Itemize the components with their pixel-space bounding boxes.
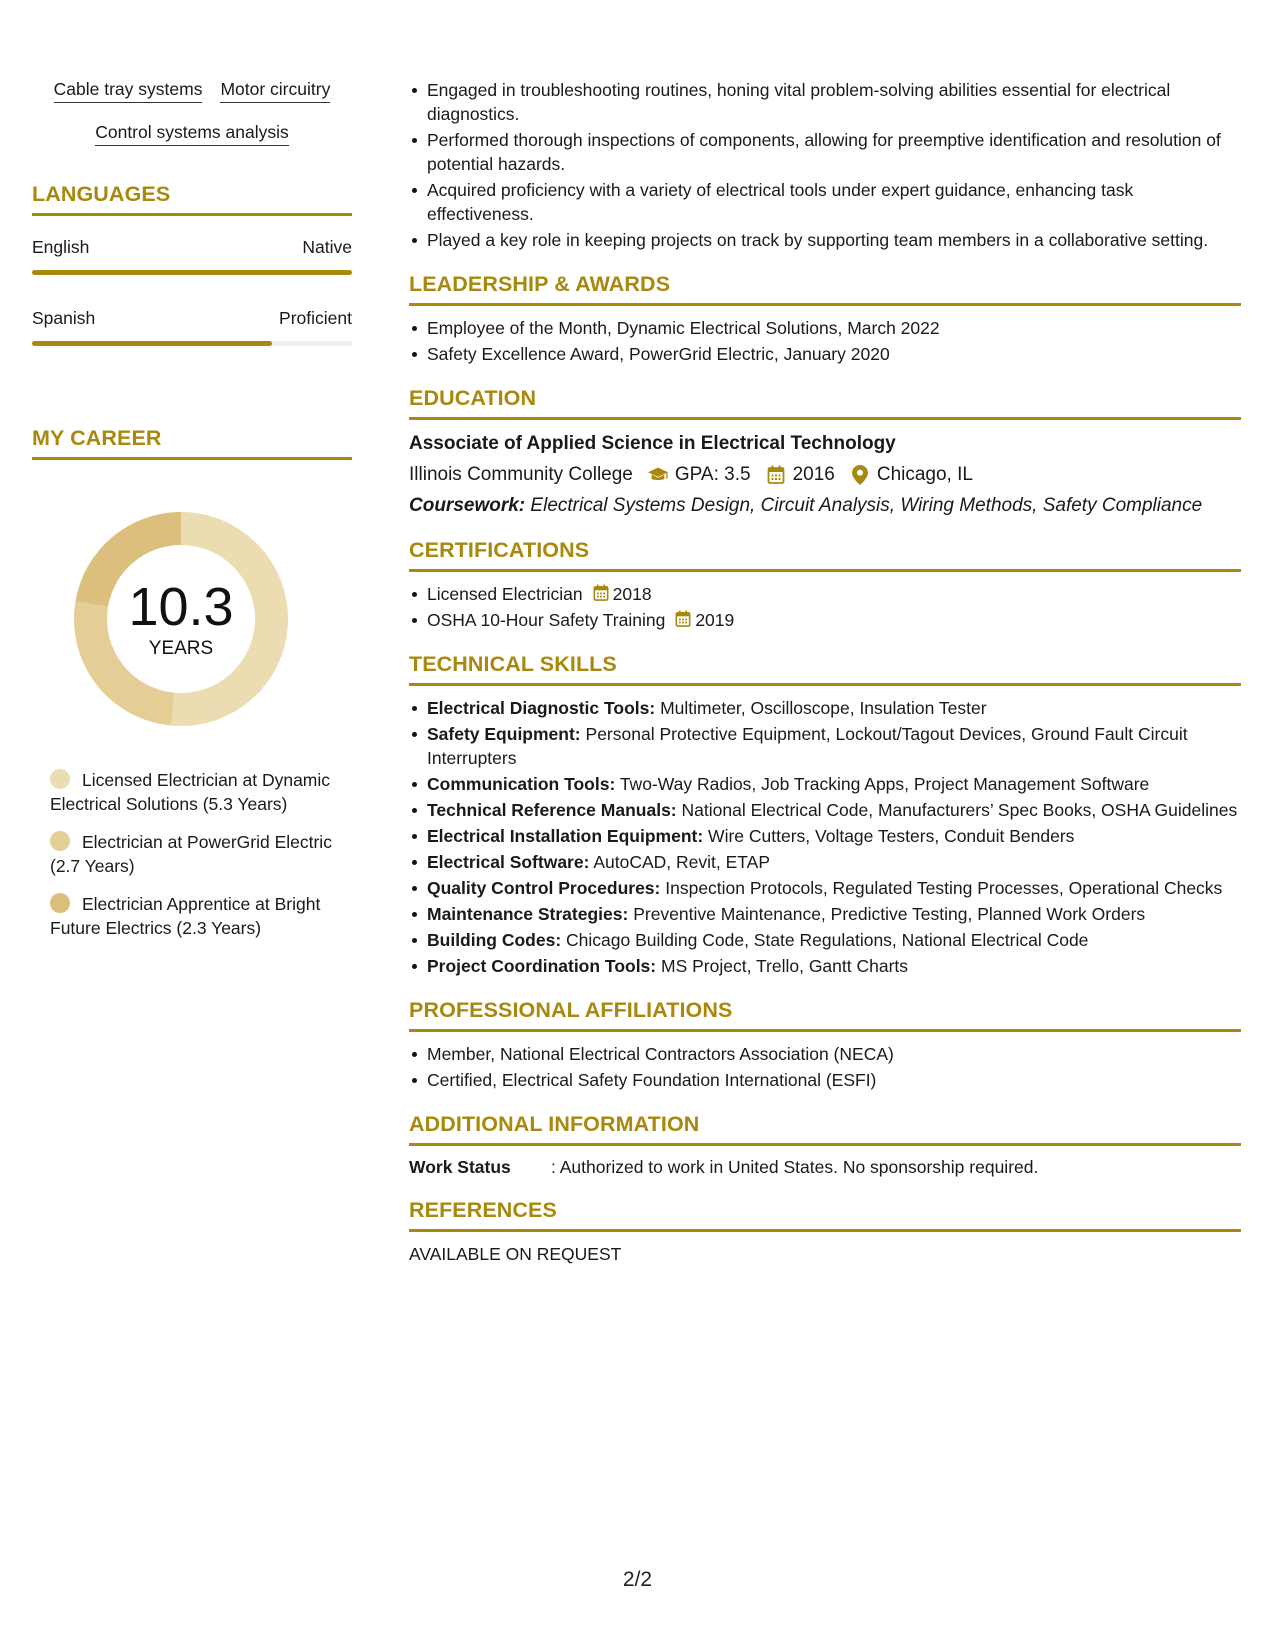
education-location: Chicago, IL [876,464,973,485]
legend-dot-icon [50,769,70,789]
skill-tag: Motor circuitry [220,78,330,103]
legend-dot-icon [50,893,70,913]
technical-skill-item [409,798,1241,822]
skill-text: Two-Way Radios, Job Tracking Apps, Project Management Software [619,774,1150,794]
legend-label: Licensed Electrician at Dynamic Electrical Solutions (5.3 Years) [50,770,331,814]
location-pin-icon [849,465,871,485]
skill-text: Preventive Maintenance, Predictive Testing, Planned Work Orders [633,904,1146,924]
education-year: 2016 [792,464,835,485]
skill-text: Personal Protective Equipment, Lockout/Tagout Devices, Ground Fault Circuit Interrupters [427,724,1188,768]
skill-label: Quality Control Procedures: [427,878,661,898]
legend-item [50,768,352,816]
education-meta [409,462,1241,488]
graduation-cap-icon [647,465,669,485]
education-gpa: GPA: 3.5 [674,464,751,485]
technical-skill-item [409,772,1241,796]
legend-item [50,830,352,878]
leadership-section [409,272,1241,366]
legend-label: Electrician Apprentice at Bright Future Electrics (2.3 Years) [50,894,321,938]
leadership-list [409,316,1241,366]
language-bar [32,270,352,275]
legend-dot-icon [50,831,70,851]
certification-year: 2019 [695,610,735,630]
certification-item [409,608,1241,632]
experience-bullet: Acquired proficiency with a variety of electrical tools under expert guidance, enhancing task effectiveness. [409,178,1241,226]
skill-tag: Cable tray systems [54,78,203,103]
calendar-icon [593,584,609,602]
leadership-item: Safety Excellence Award, PowerGrid Electric, January 2020 [409,342,1241,366]
experience-bullet: Played a key role in keeping projects on track by supporting team members in a collaborative setting. [409,228,1241,252]
languages-title: LANGUAGES [32,182,352,216]
skill-label: Electrical Diagnostic Tools: [427,698,656,718]
references-section [409,1198,1241,1265]
education-school: Illinois Community College [409,464,633,485]
technical-skill-item [409,696,1241,720]
languages-section [32,182,352,346]
skill-label: Building Codes: [427,930,562,950]
experience-bullets [409,78,1241,252]
references-text: AVAILABLE ON REQUEST [409,1244,622,1264]
skill-label: Communication Tools: [427,774,616,794]
language-row [32,236,352,258]
left-column [32,78,352,954]
certifications-title: CERTIFICATIONS [409,538,1241,572]
certifications-list [409,582,1241,632]
career-title: MY CAREER [32,426,352,460]
calendar-icon [675,610,691,628]
education-section [409,386,1241,518]
leadership-item: Employee of the Month, Dynamic Electrical Solutions, March 2022 [409,316,1241,340]
skill-label: Safety Equipment: [427,724,581,744]
page-number: 2/2 [622,1568,653,1591]
technical-skill-item [409,876,1241,900]
certification-name: Licensed Electrician [427,584,583,604]
skill-label: Maintenance Strategies: [427,904,629,924]
language-level: Native [302,237,352,257]
skill-row [32,121,352,146]
technical-skill-item [409,954,1241,978]
additional-section [409,1112,1241,1178]
skill-tag: Control systems analysis [95,121,289,146]
language-name: English [32,237,90,257]
additional-title: ADDITIONAL INFORMATION [409,1112,1241,1146]
language-level: Proficient [279,308,352,328]
skill-label: Project Coordination Tools: [427,956,657,976]
experience-bullet: Performed thorough inspections of components, allowing for preemptive identification and resolution of potential hazards. [409,128,1241,176]
certification-item [409,582,1241,606]
certification-name: OSHA 10-Hour Safety Training [427,610,666,630]
skill-label: Electrical Software: [427,852,590,872]
skill-text: Multimeter, Oscilloscope, Insulation Tester [660,698,987,718]
language-item [32,236,352,275]
certifications-section [409,538,1241,632]
donut-center [66,504,296,734]
skill-label: Technical Reference Manuals: [427,800,677,820]
technical-skill-item [409,722,1241,770]
education-degree: Associate of Applied Science in Electrical Technology [409,433,896,454]
skill-text: MS Project, Trello, Gantt Charts [661,956,909,976]
skill-label: Electrical Installation Equipment: [427,826,704,846]
language-item [32,307,352,346]
education-title: EDUCATION [409,386,1241,420]
affiliation-item: Member, National Electrical Contractors Association (NECA) [409,1042,1241,1066]
career-total: 10.3 [128,577,234,637]
career-donut [66,504,296,734]
language-bar-fill [32,270,352,275]
leadership-title: LEADERSHIP & AWARDS [409,272,1241,306]
language-row [32,307,352,329]
language-bar-fill [32,341,272,346]
affiliations-section [409,998,1241,1092]
education-coursework [409,494,1241,518]
work-status-row [409,1156,1241,1178]
technical-skills-list [409,696,1241,978]
skill-text: AutoCAD, Revit, ETAP [593,852,771,872]
skill-row [32,78,352,103]
right-column [409,78,1241,1265]
career-section [32,426,352,940]
legend-item [50,892,352,940]
skill-text: Chicago Building Code, State Regulations, National Electrical Code [566,930,1089,950]
coursework-label: Coursework: [409,495,526,516]
work-status-label: Work Status [409,1157,511,1177]
technical-skill-item [409,902,1241,926]
affiliation-item: Certified, Electrical Safety Foundation International (ESFI) [409,1068,1241,1092]
skill-text: Inspection Protocols, Regulated Testing Processes, Operational Checks [665,878,1223,898]
language-name: Spanish [32,308,96,328]
coursework-text: Electrical Systems Design, Circuit Analysis, Wiring Methods, Safety Compliance [530,495,1203,516]
affiliations-list [409,1042,1241,1092]
certification-year: 2018 [612,584,652,604]
experience-bullet: Engaged in troubleshooting routines, honing vital problem-solving abilities essential for electrical diagnostics. [409,78,1241,126]
technical-skill-item [409,824,1241,848]
technical-skill-item [409,928,1241,952]
calendar-icon [765,465,787,485]
career-legend [32,768,352,940]
technical-skills-title: TECHNICAL SKILLS [409,652,1241,686]
legend-label: Electrician at PowerGrid Electric (2.7 Years) [50,832,332,876]
work-status-value: : Authorized to work in United States. No sponsorship required. [551,1157,1039,1177]
affiliations-title: PROFESSIONAL AFFILIATIONS [409,998,1241,1032]
skill-text: Wire Cutters, Voltage Testers, Conduit Benders [708,826,1075,846]
technical-skill-item [409,850,1241,874]
references-title: REFERENCES [409,1198,1241,1232]
language-bar [32,341,352,346]
skill-text: National Electrical Code, Manufacturers’ Spec Books, OSHA Guidelines [681,800,1238,820]
technical-skills-section [409,652,1241,978]
career-unit: YEARS [148,638,214,659]
skills-tags [32,78,352,146]
